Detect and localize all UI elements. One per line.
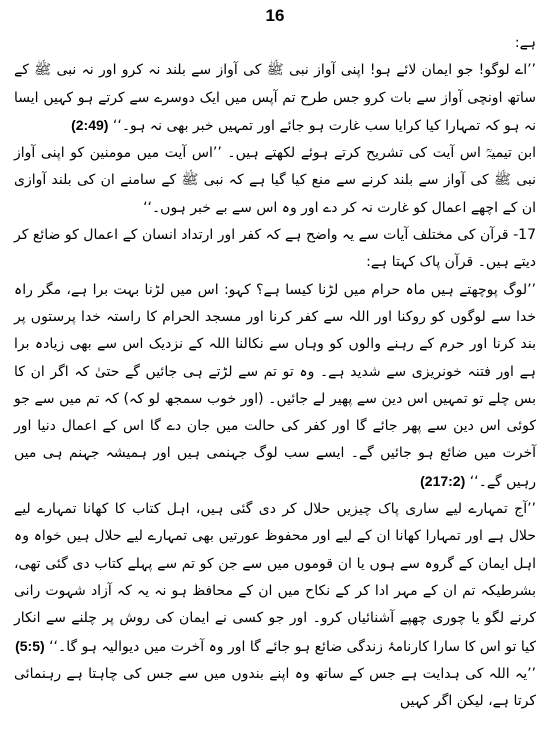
paragraph-text: ہے: bbox=[514, 35, 536, 51]
verse-reference: (5:5) bbox=[15, 637, 45, 654]
verse-reference: (217:2) bbox=[420, 472, 466, 489]
paragraph bbox=[14, 140, 536, 222]
page-body bbox=[14, 30, 536, 715]
quote-paragraph bbox=[14, 57, 536, 140]
paragraph bbox=[14, 30, 536, 57]
paragraph-text: ’’اے لوگو! جو ایمان لائے ہو! اپنی آواز نبی ﷺ کی آواز سے بلند نہ کرو اور نہ نبی ﷺ کے ساتھ اونچی آواز سے بات کرو جس طرح تم آپس میں ایک دوسرے سے کرتے ہو کہیں ایسا نہ ہو کہ تمہارا کیا کرایا سب غارت ہو جائے اور تمہیں خبر بھی نہ ہو۔‘‘ bbox=[14, 62, 536, 134]
paragraph-text: ’’لوگ پوچھتے ہیں ماہ حرام میں لڑنا کیسا ہے؟ کہو: اس میں لڑنا بہت برا ہے، مگر راہ خدا سے لوگوں کو روکنا اور اللہ سے کفر کرنا اور مسجد الحرام کا راستہ خدا پرستوں پر بند کرنا اور حرم کے رہنے والوں کو وہاں سے نکالنا اللہ کے نزدیک اس سے بھی زیادہ برا ہے اور فتنہ خونریزی سے شدید ہے۔ وہ تو تم سے لڑتے ہی جائیں گے حتیٰ کہ اگر ان کا بس چلے تو تمہیں اس دین سے پھیر لے جائیں۔ (اور خوب سمجھ لو کہ) کہ تم میں سے جو کوئی اس دین سے پھر جائے گا اور کفر کی حالت میں جان دے گا اس کے اعمال دنیا اور آخرت میں ضائع ہو جائیں گے۔ ایسے سب لوگ جہنمی ہیں اور ہمیشہ جہنم ہی میں رہیں گے۔‘‘ bbox=[14, 281, 536, 490]
paragraph-text: ابن تیمیہؒ اس آیت کی تشریح کرتے ہوئے لکھتے ہیں۔ ’’اس آیت میں مومنین کو اپنی آواز نبی ﷺ کی آواز سے بلند کرنے سے منع کیا گیا ہے کہ نبی ﷺ کے سامنے ان کی بلند آوازی ان کے اچھے اعمال کو غارت نہ کر دے اور وہ اس سے بے خبر ہوں۔‘‘ bbox=[14, 145, 536, 216]
paragraph-text: 17- قرآن کی مختلف آیات سے یہ واضح ہے کہ کفر اور ارتداد انسان کے اعمال کو ضائع کر دیتے ہیں۔ قرآن پاک کہتا ہے: bbox=[14, 227, 536, 271]
quote-paragraph bbox=[14, 496, 536, 661]
quote-paragraph bbox=[14, 277, 536, 496]
paragraph bbox=[14, 661, 536, 716]
page-number: 16 bbox=[265, 6, 285, 25]
paragraph-text: ’’آج تمہارے لیے ساری پاک چیزیں حلال کر دی گئی ہیں، اہل کتاب کا کھانا تمہارے لیے حلال ہے اور تمہارا کھانا ان کے لیے اور محفوظ عورتیں بھی تمہارے لیے حلال ہیں خواہ وہ اہل ایمان کے گروہ سے ہوں یا ان قوموں میں سے جن کو تم سے پہلے کتاب دی گئی تھی، بشرطیکہ تم ان کے مہر ادا کر کے نکاح میں ان کے محافظ ہو نہ یہ کہ آزاد شہوت رانی کرنے لگو یا چوری چھپے آشنائیاں کرو۔ اور جو کسی نے ایمان کی روش پر چلنے سے انکار کیا تو اس کا سارا کارنامۂ زندگی ضائع ہو جائے گا اور وہ آخرت میں دیوالیہ ہو گا۔‘‘ bbox=[14, 501, 536, 655]
paragraph bbox=[14, 222, 536, 277]
verse-reference: (2:49) bbox=[71, 116, 109, 133]
paragraph-text: ’’یہ اللہ کی ہدایت ہے جس کے ساتھ وہ اپنے بندوں میں سے جس کی چاہتا ہے رہنمائی کرتا ہے، لیکن اگر کہیں bbox=[14, 665, 536, 710]
